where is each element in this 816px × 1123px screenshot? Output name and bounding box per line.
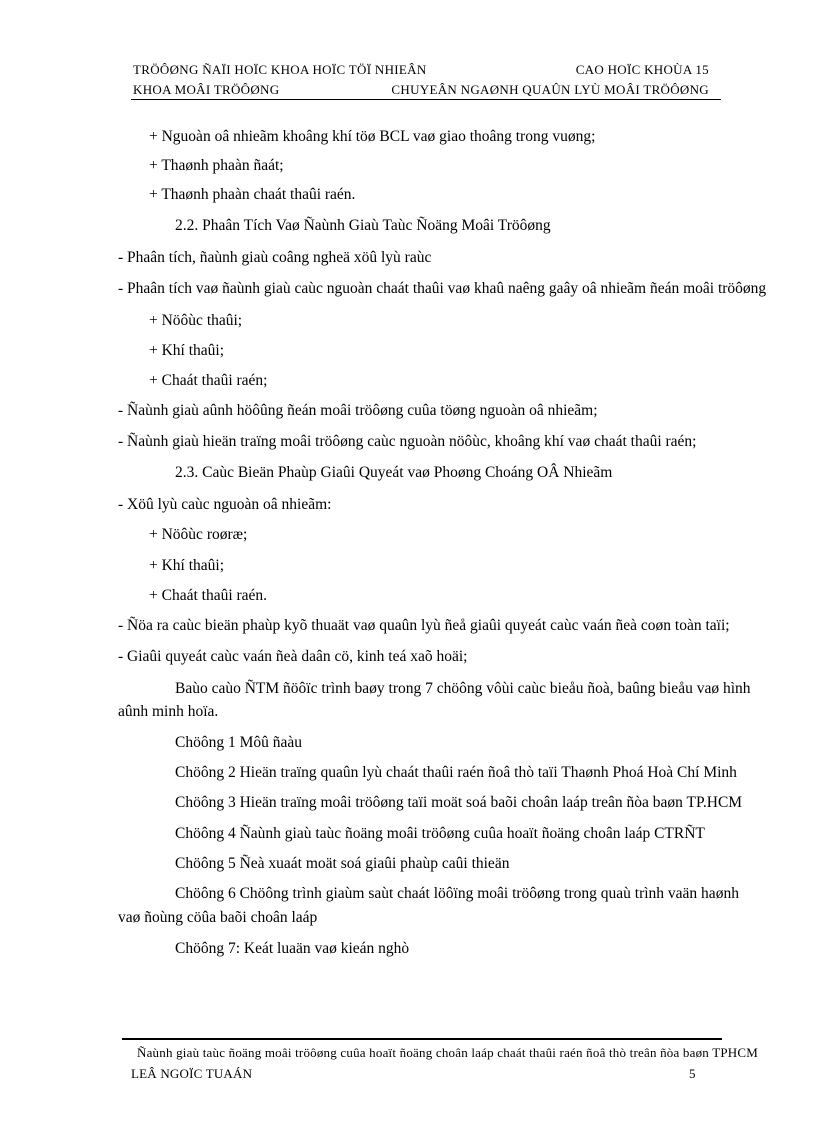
list-item: + Chaát thaûi raén; xyxy=(149,372,268,389)
chapter-item: Chöông 2 Hieän traïng quaûn lyù chaát thaûi raén ñoâ thò taïi Thaønh Phoá Hoà Chí Minh xyxy=(175,764,737,781)
paragraph-line: Baùo caùo ÑTM ñöôïc trình baøy trong 7 chöông vôùi caùc bieåu ñoà, baûng bieåu vaø hình xyxy=(175,680,751,697)
list-item: - Ñaùnh giaù aûnh höôûng ñeán moâi tröôøng cuûa töøng nguoàn oâ nhieãm; xyxy=(118,402,598,419)
faculty-name: KHOA MOÂI TRÖÔØNG xyxy=(133,82,280,97)
footer-author: LEÂ NGOÏC TUAÁN xyxy=(131,1066,253,1081)
chapter-item: Chöông 5 Ñeà xuaát moät soá giaûi phaùp caûi thieän xyxy=(175,855,510,872)
bullet-soil: + Thaønh phaàn ñaát; xyxy=(149,157,284,174)
footer-divider xyxy=(122,1038,722,1040)
footer-title: Ñaùnh giaù taùc ñoäng moâi tröôøng cuûa hoaït ñoäng choân laáp chaát thaûi raén ñoâ thò treân ñòa baøn TPHCM xyxy=(137,1045,758,1060)
list-item: - Phaân tích, ñaùnh giaù coâng ngheä xöû lyù raùc xyxy=(118,249,432,266)
major-name: CHUYEÂN NGAØNH QUAÛN LYÙ MOÂI TRÖÔØNG xyxy=(391,82,709,97)
course-name: CAO HOÏC KHOÙA 15 xyxy=(575,62,709,77)
chapter-item: Chöông 1 Môû ñaàu xyxy=(175,734,303,751)
list-item: + Chaát thaûi raén. xyxy=(149,587,268,604)
bullet-solid-waste: + Thaønh phaàn chaát thaûi raén. xyxy=(149,186,356,203)
list-item: - Ñaùnh giaù hieän traïng moâi tröôøng caùc nguoàn nöôùc, khoâng khí vaø chaát thaûi raén; xyxy=(118,433,697,450)
list-item: + Khí thaûi; xyxy=(149,342,225,359)
list-item: + Nöôùc roøræ; xyxy=(149,526,248,543)
list-item: - Phaân tích vaø ñaùnh giaù caùc nguoàn chaát thaûi vaø khaû naêng gaây oâ nhieãm ñeán moâi tröôøng xyxy=(118,280,767,297)
list-item: - Ñöa ra caùc bieän phaùp kyõ thuaät vaø quaûn lyù ñeå giaûi quyeát caùc vaán ñeà coøn toàn taïi; xyxy=(118,617,730,634)
section-heading-2-2: 2.2. Phaân Tích Vaø Ñaùnh Giaù Taùc Ñoäng Moâi Tröôøng xyxy=(175,217,551,234)
chapter-item: Chöông 4 Ñaùnh giaù taùc ñoäng moâi tröôøng cuûa hoaït ñoäng choân laáp CTRÑT xyxy=(175,825,705,842)
chapter-item: vaø ñoùng cöûa baõi choân laáp xyxy=(118,909,318,926)
chapter-item: Chöông 6 Chöông trình giaùm saùt chaát löôïng moâi tröôøng trong quaù trình vaän haønh xyxy=(175,885,739,902)
list-item: - Giaûi quyeát caùc vaán ñeà daân cö, kinh teá xaõ hoäi; xyxy=(118,648,468,665)
paragraph-line: aûnh minh hoïa. xyxy=(118,703,219,720)
list-item: + Nöôùc thaûi; xyxy=(149,312,243,329)
header-divider xyxy=(131,99,721,100)
chapter-item: Chöông 3 Hieän traïng moâi tröôøng taïi moät soá baõi choân laáp treân ñòa baøn TP.HCM xyxy=(175,794,743,811)
list-item: + Khí thaûi; xyxy=(149,557,225,574)
section-heading-2-3: 2.3. Caùc Bieän Phaùp Giaûi Quyeát vaø Phoøng Choáng OÂ Nhieãm xyxy=(175,464,613,481)
list-item: - Xöû lyù caùc nguoàn oâ nhieãm: xyxy=(118,496,332,513)
chapter-item: Chöông 7: Keát luaän vaø kieán nghò xyxy=(175,940,410,957)
bullet-air-pollution: + Nguoàn oâ nhieãm khoâng khí töø BCL vaø giao thoâng trong vuøng; xyxy=(149,128,596,145)
page-number: 5 xyxy=(689,1066,696,1081)
university-name: TRÖÔØNG ÑAÏI HOÏC KHOA HOÏC TÖÏ NHIEÂN xyxy=(133,62,427,77)
